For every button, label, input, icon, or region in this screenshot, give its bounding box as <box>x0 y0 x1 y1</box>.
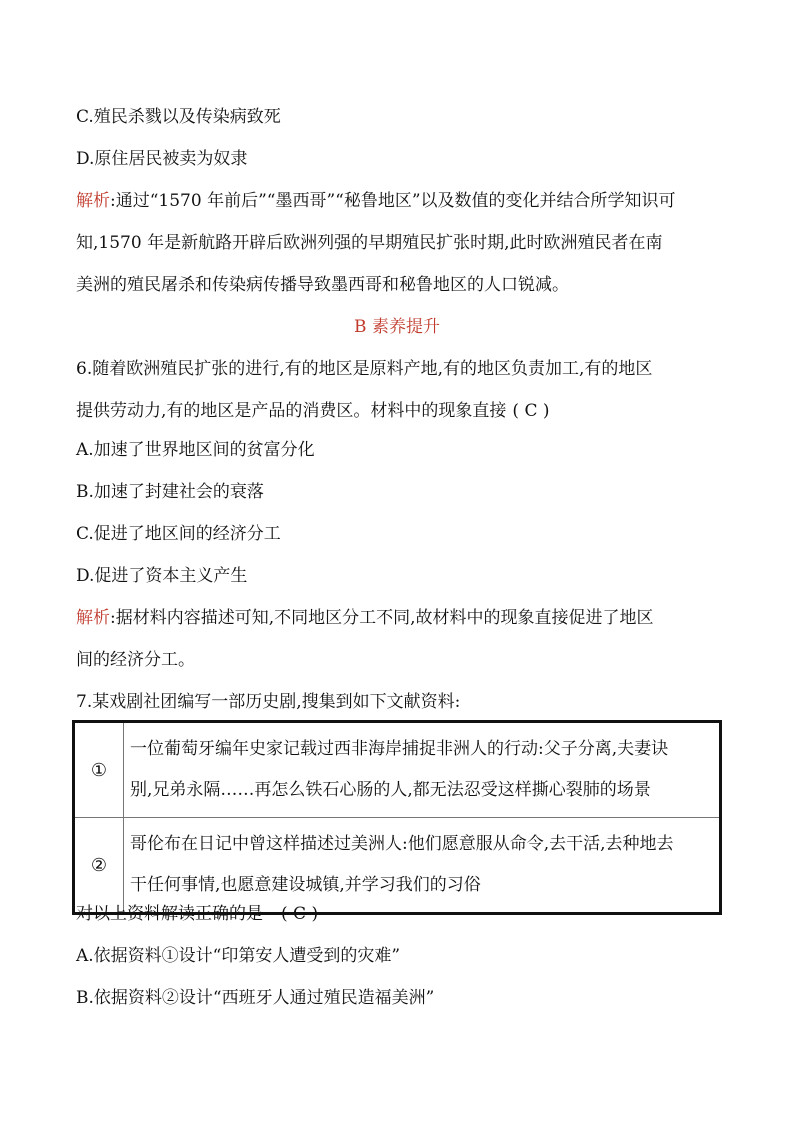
q6-option-a: A.加速了世界地区间的贫富分化 <box>76 440 315 460</box>
row-text-line: 一位葡萄牙编年史家记载过西非海岸捕捉非洲人的行动:父子分离,夫妻诀 <box>130 739 669 759</box>
q6-analysis-line1 <box>76 606 654 630</box>
q5-option-c: C.殖民杀戮以及传染病致死 <box>76 107 281 127</box>
q7-question-text: 对以上资料解读正确的是 <box>76 904 263 924</box>
q6-answer: ( C ) <box>512 401 550 421</box>
row-text <box>124 818 721 914</box>
row-number: ② <box>74 818 124 914</box>
q6-stem-line1: 6.随着欧洲殖民扩张的进行,有的地区是原料产地,有的地区负责加工,有的地区 <box>76 359 653 379</box>
q6-option-c: C.促进了地区间的经济分工 <box>76 524 281 544</box>
row-text-line: 干任何事情,也愿意建设城镇,并学习我们的习俗 <box>130 875 481 895</box>
row-text-line: 别,兄弟永隔……再怎么铁石心肠的人,都无法忍受这样撕心裂肺的场景 <box>130 780 651 800</box>
table-row <box>74 818 721 914</box>
section-heading-b: B 素养提升 <box>354 317 440 337</box>
row-number: ① <box>74 722 124 818</box>
row-text <box>124 722 721 818</box>
q6-stem-line2 <box>76 399 550 423</box>
q7-document-table <box>72 720 722 915</box>
q7-question <box>76 902 318 926</box>
q7-option-b: B.依据资料②设计“西班牙人通过殖民造福美洲” <box>76 988 435 1008</box>
q6-option-d: D.促进了资本主义产生 <box>76 566 248 586</box>
row-text-line: 哥伦布在日记中曾这样描述过美洲人:他们愿意服从命令,去干活,去种地去 <box>130 834 674 854</box>
q6-analysis-line2: 间的经济分工。 <box>76 650 195 670</box>
q5-analysis-line3: 美洲的殖民屠杀和传染病传播导致墨西哥和秘鲁地区的人口锐减。 <box>76 275 569 295</box>
q5-analysis-line2: 知,1570 年是新航路开辟后欧洲列强的早期殖民扩张时期,此时欧洲殖民者在南 <box>76 233 663 253</box>
table-row <box>74 722 721 818</box>
q6-option-b: B.加速了封建社会的衰落 <box>76 482 264 502</box>
analysis-label: 解析 <box>76 608 110 628</box>
q5-option-d: D.原住居民被卖为奴隶 <box>76 149 248 169</box>
analysis-label: 解析 <box>76 191 110 211</box>
q7-answer: ( C ) <box>281 904 319 924</box>
q7-stem: 7.某戏剧社团编写一部历史剧,搜集到如下文献资料: <box>76 692 461 712</box>
q7-option-a: A.依据资料①设计“印第安人遭受到的灾难” <box>76 946 401 966</box>
q6-stem-text: 提供劳动力,有的地区是产品的消费区。材料中的现象直接 <box>76 401 507 421</box>
analysis-text: :通过“1570 年前后”“墨西哥”“秘鲁地区”以及数值的变化并结合所学知识可 <box>110 191 676 211</box>
q5-analysis-line1 <box>76 189 676 213</box>
analysis-text: :据材料内容描述可知,不同地区分工不同,故材料中的现象直接促进了地区 <box>110 608 654 628</box>
